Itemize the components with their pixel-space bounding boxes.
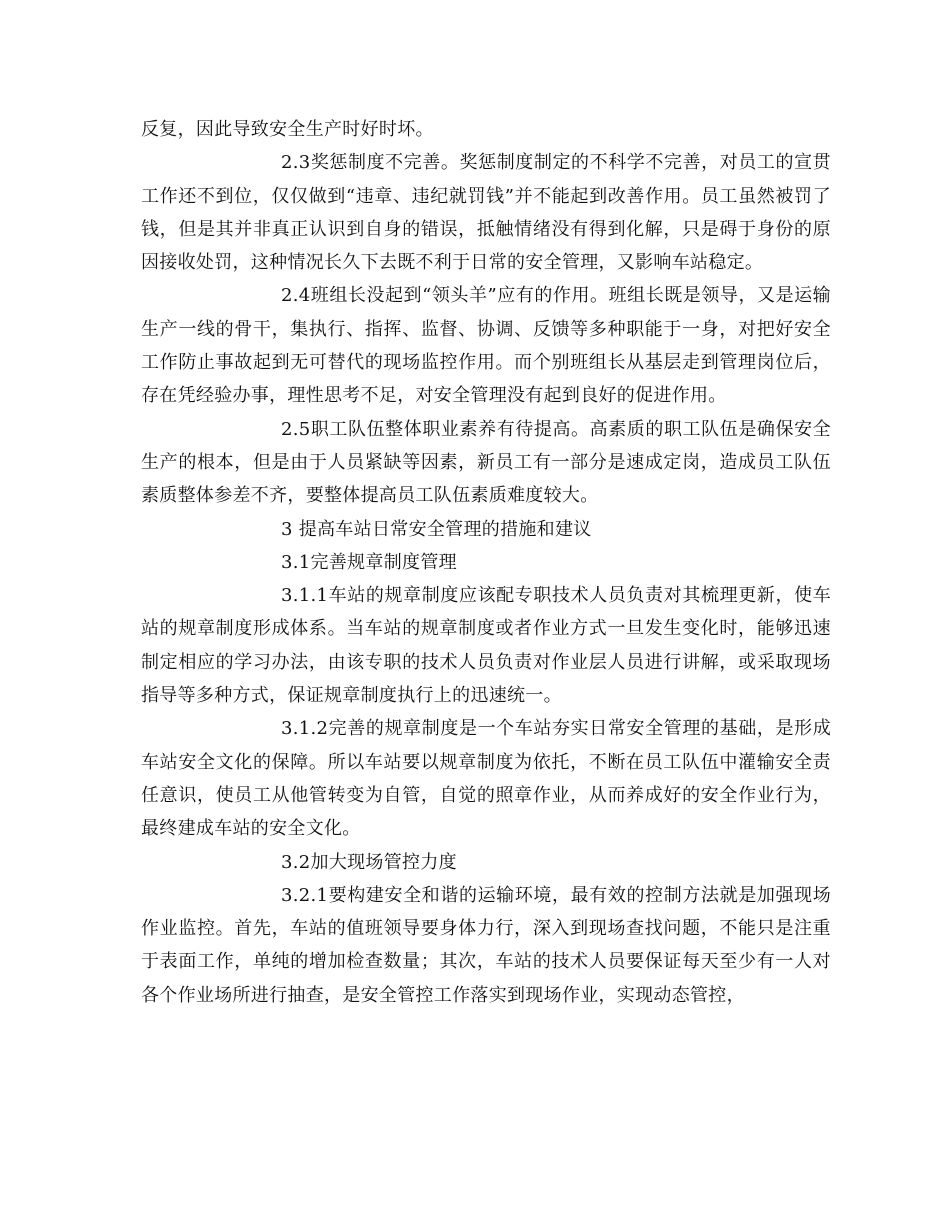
subsection-heading-3-1: 3.1完善规章制度管理 [281, 551, 457, 573]
paragraph-2-4: 2.4班组长没起到“领头羊”应有的作用。班组长既是领导，又是运输生产一线的骨干，集执行、指挥、监督、协调、反馈等多种职能于一身，对把好安全工作防止事故起到无可替代的现场监控作用。而个别班组长从基层走到管理岗位后，存在凭经验办事，理性思考不足，对安全管理没有起到良好的促进作用。 [141, 285, 831, 407]
paragraph-2-3: 2.3奖惩制度不完善。奖惩制度制定的不科学不完善，对员工的宣贯工作还不到位，仅仅做到“违章、违纪就罚钱”并不能起到改善作用。员工虽然被罚了钱，但是其并非真正认识到自身的错误，抵触情绪没有得到化解，只是碍于身份的原因接收处罚，这种情况长久下去既不利于日常的安全管理，又影响车站稳定。 [141, 152, 831, 274]
paragraph-3-1-1: 3.1.1车站的规章制度应该配专职技术人员负责对其梳理更新，使车站的规章制度形成体系。当车站的规章制度或者作业方式一旦发生变化时，能够迅速制定相应的学习办法，由该专职的技术人员负责对作业层人员进行讲解，或采取现场指导等多种方式，保证规章制度执行上的迅速统一。 [141, 585, 831, 707]
paragraph-3-2-1: 3.2.1要构建安全和谐的运输环境，最有效的控制方法就是加强现场作业监控。首先，车站的值班领导要身体力行，深入到现场查找问题，不能只是注重于表面工作，单纯的增加检查数量；其次，车站的技术人员要保证每天至少有一人对各个作业场所进行抽查，是安全管控工作落实到现场作业，实现动态管控， [141, 884, 831, 1006]
paragraph-3-1-2: 3.1.2完善的规章制度是一个车站夯实日常安全管理的基础，是形成车站安全文化的保障。所以车站要以规章制度为依托，不断在员工队伍中灌输安全责任意识，使员工从他管转变为自管，自觉的照章作业，从而养成好的安全作业行为，最终建成车站的安全文化。 [141, 718, 831, 840]
section-heading-3: 3 提高车站日常安全管理的措施和建议 [281, 518, 592, 540]
subsection-heading-3-2: 3.2加大现场管控力度 [281, 851, 457, 873]
paragraph-continuation: 反复，因此导致安全生产时好时坏。 [141, 119, 434, 140]
document-body [141, 113, 831, 1012]
paragraph-2-5: 2.5职工队伍整体职业素养有待提高。高素质的职工队伍是确保安全生产的根本，但是由于人员紧缺等因素，新员工有一部分是速成定岗，造成员工队伍素质整体参差不齐，要整体提高员工队伍素质难度较大。 [141, 418, 831, 507]
